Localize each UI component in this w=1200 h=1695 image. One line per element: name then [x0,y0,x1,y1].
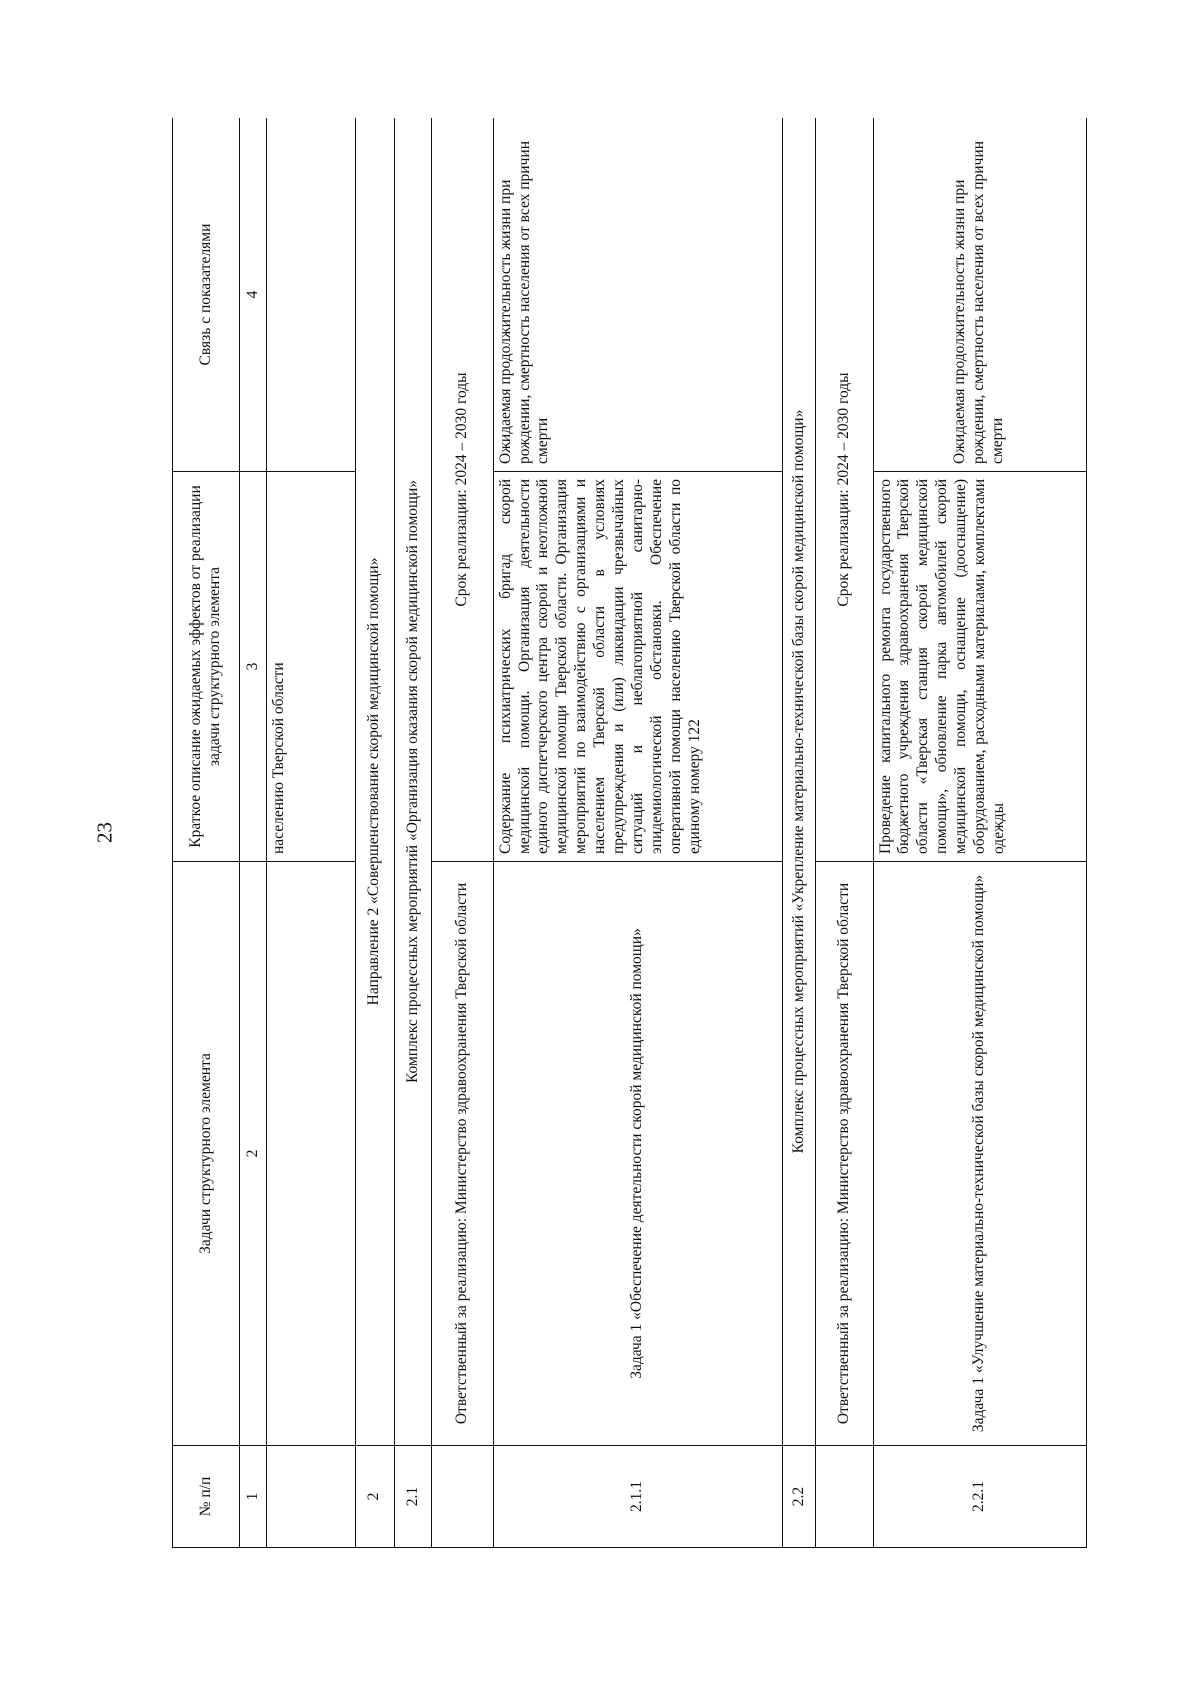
complex-2-1-title: Комплекс процессных мероприятий «Организация оказания скорой медицинской помощи» [394,118,432,1446]
task-2-1-1-row [493,118,782,1548]
header-indicators: Связь с показателями [173,118,240,472]
numbering-cell-1: 1 [240,1446,267,1548]
direction-num: 2 [355,1446,394,1548]
complex-2-1-period: Срок реализации: 2024 – 2030 годы [432,118,493,862]
direction-title: Направление 2 «Совершенствование скорой медицинской помощи» [355,118,394,1446]
rotated-page [172,118,1087,1548]
direction-row [355,118,394,1548]
task-2-1-1-num: 2.1.1 [493,1446,782,1548]
header-effects: Краткое описание ожидаемых эффектов от реализации задачи структурного элемента [173,472,240,862]
continuation-row [266,118,355,1548]
complex-2-2-num: 2.2 [782,1446,816,1548]
complex-2-1-row [394,118,432,1548]
complex-2-2-title: Комплекс процессных мероприятий «Укрепление материально-технической базы скорой медицинской помощи» [782,118,816,1446]
complex-2-2-responsible: Ответственный за реализацию: Министерство здравоохранения Тверской области [816,862,873,1446]
task-2-2-1-indicators: Ожидаемая продолжительность жизни при рождении, смертность населения от всех причин смерти [873,118,1087,472]
landscape-sheet [172,118,1087,1548]
continuation-effect: населению Тверской области [266,472,355,862]
numbering-row [240,118,267,1548]
complex-2-2-responsible-row [816,118,873,1548]
numbering-cell-2: 2 [240,862,267,1446]
task-2-2-1-num: 2.2.1 [873,1446,1087,1548]
task-2-2-1-effect: Проведение капитального ремонта государственного бюджетного учреждения здравоохранения Тверской области «Тверская станция скорой медицинской помощи», обновление парка автомобилей скорой медицинской помощи, оснащение (дооснащение) оборудованием, расходными материалами, комплектами одежды [873,472,1087,862]
task-2-2-1-row [873,118,1087,1548]
complex-2-1-responsible-row [432,118,493,1548]
header-num: № п/п [173,1446,240,1548]
task-2-1-1-indicators: Ожидаемая продолжительность жизни при рождении, смертность населения от всех причин смерти [493,118,782,472]
task-2-1-1-effect: Содержание психиатрических бригад скорой медицинской помощи. Организация деятельности единого диспетчерского центра скорой и неотложной медицинской помощи Тверской области. Организация мероприятий по взаимодействию с организациями и населением Тверской области в условиях предупреждения и (или) ликвидации чрезвычайных ситуаций и неблагоприятной санитарно-эпидемиологической обстановки. Обеспечение оперативной помощи населению Тверской области по единому номеру 122 [493,472,782,862]
structure-table [172,118,1087,1548]
complex-2-2-period: Срок реализации: 2024 – 2030 годы [816,118,873,862]
page-number: 23 [92,822,117,843]
task-2-2-1-task: Задача 1 «Улучшение материально-технической базы скорой медицинской помощи» [873,862,1087,1446]
numbering-cell-4: 4 [240,118,267,472]
complex-2-1-num: 2.1 [394,1446,432,1548]
numbering-cell-3: 3 [240,472,267,862]
header-tasks: Задачи структурного элемента [173,862,240,1446]
table-header-row [173,118,240,1548]
complex-2-1-responsible: Ответственный за реализацию: Министерство здравоохранения Тверской области [432,862,493,1446]
complex-2-2-row [782,118,816,1548]
task-2-1-1-task: Задача 1 «Обеспечение деятельности скорой медицинской помощи» [493,862,782,1446]
